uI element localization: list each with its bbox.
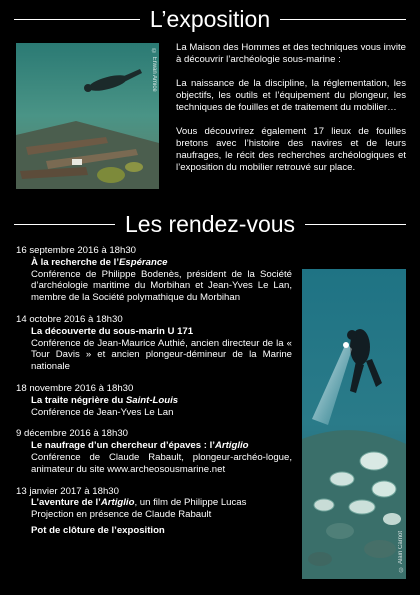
event-date: 13 janvier 2017 à 18h30 <box>16 485 119 497</box>
photo-credit: © Erwan Amice <box>151 49 157 92</box>
event-date: 16 septembre 2016 à 18h30 <box>16 245 137 256</box>
diver-seabed-photo <box>302 269 406 579</box>
event-date: 18 novembre 2016 à 18h30 <box>16 382 134 394</box>
event-item <box>16 383 292 418</box>
diver-seabed-illustration <box>302 269 406 579</box>
diver-wreck-photo <box>16 43 159 189</box>
event-title-italic: Artiglio <box>214 440 249 452</box>
event-item <box>16 245 292 304</box>
intro-paragraph-2: La naissance de la discipline, la réglementation, les objectifs, les outils et l’équipement du plongeur, les techniques de fouilles et de traitement du mobilier… <box>176 78 406 113</box>
header-rule-right <box>305 224 406 225</box>
event-title-text: La découverte du sous-marin U 171 <box>31 325 194 337</box>
event-date: 14 octobre 2016 à 18h30 <box>16 313 123 325</box>
exposition-title: L’exposition <box>149 6 271 32</box>
event-description: Conférence de Jean-Yves Le Lan <box>31 406 174 418</box>
event-title-italic: Espérance <box>118 256 168 268</box>
event-title-text: La traite négrière du <box>31 394 126 406</box>
event-date: 9 décembre 2016 à 18h30 <box>16 428 129 440</box>
event-title <box>31 395 292 407</box>
intro-paragraph-3: Vous découvrirez également 17 lieux de fouilles bretons avec l’histoire des navires et de leurs naufrages, le récit des recherches archéologiques et l’exposition du mobilier retrouvé sur place. <box>176 126 406 173</box>
event-title-text: À la recherche de l’ <box>31 256 119 268</box>
event-description: Projection en présence de Claude Rabault <box>31 509 212 521</box>
header-rule-right <box>280 19 406 20</box>
header-rule-left <box>14 224 115 225</box>
event-title <box>31 497 292 509</box>
event-item <box>16 486 292 537</box>
closing-reception: Pot de clôture de l’exposition <box>31 524 165 536</box>
event-item <box>16 428 292 475</box>
event-title <box>31 257 292 269</box>
event-title <box>31 326 292 338</box>
diver-wreck-illustration <box>16 43 159 189</box>
rendez-vous-title: Les rendez-vous <box>124 211 296 237</box>
event-description: Conférence de Philippe Bodenès, président de la Société d’archéologie maritime du Morbihan et Jean-Yves Le Lan, membre de la Société polymathique du Morbihan <box>31 268 292 304</box>
events-list <box>16 245 292 547</box>
rendez-vous-header <box>0 213 420 236</box>
intro-paragraph-1: La Maison des Hommes et des techniques vous invite à découvrir l’archéologie sous-marine : <box>176 42 406 65</box>
event-title-text: Le naufrage d’un chercheur d’épaves : l’ <box>31 440 215 452</box>
event-title-italic: Saint-Louis <box>125 394 179 406</box>
photo-credit: © Alain Carnot <box>398 530 404 571</box>
event-title-suffix: , un film de Philippe Lucas <box>134 497 247 509</box>
event-title-text: L’aventure de l’ <box>31 497 101 509</box>
event-item <box>16 314 292 373</box>
exposition-header <box>0 8 420 31</box>
header-rule-left <box>14 19 140 20</box>
event-title <box>31 440 292 452</box>
event-description: Conférence de Claude Rabault, plongeur-archéo-logue, animateur du site www.archeosousmarine.net <box>31 451 292 475</box>
event-title-italic: Artiglio <box>100 497 135 509</box>
event-description: Conférence de Jean-Maurice Authié, ancien directeur de la « Tour Davis » et ancien plongeur-démineur de la Marine nationale <box>31 337 292 373</box>
exposition-intro <box>176 42 406 186</box>
